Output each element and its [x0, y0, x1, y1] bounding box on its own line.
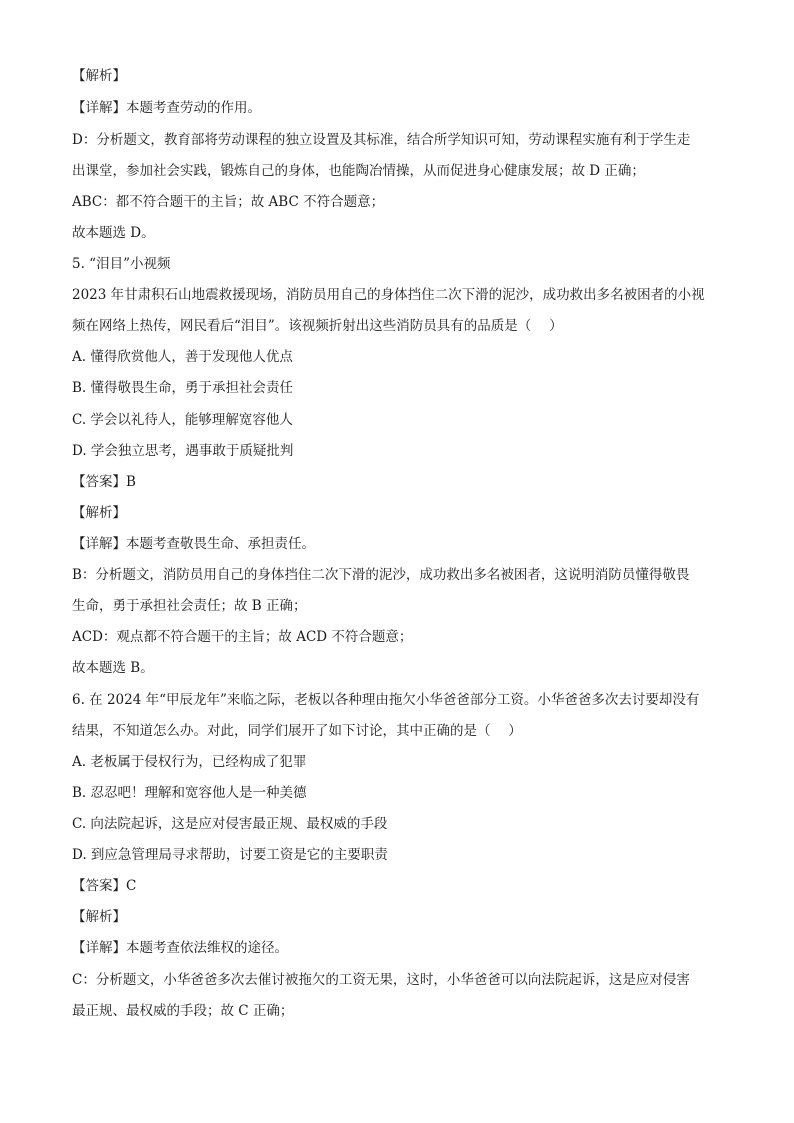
text-line: 频在网络上热传，网民看后“泪目”。该视频折射出这些消防员具有的品质是（ ）: [72, 318, 563, 334]
option-b: B. 懂得敬畏生命，勇于承担社会责任: [72, 380, 294, 396]
text-line: 故本题选 B。: [72, 660, 154, 676]
option-c: C. 向法院起诉，这是应对侵害最正规、最权威的手段: [72, 816, 388, 832]
answer-line: 【答案】B: [72, 474, 136, 490]
option-b: B. 忍忍吧！理解和宽容他人是一种美德: [72, 785, 307, 801]
option-d: D. 学会独立思考，遇事敢于质疑批判: [72, 443, 294, 459]
text-line: ACD：观点都不符合题干的主旨；故 ACD 不符合题意；: [72, 629, 413, 645]
text-line: C：分析题文，小华爸爸多次去催讨被拖欠的工资无果，这时，小华爸爸可以向法院起诉，这是应对侵害: [72, 972, 690, 988]
text-line: 【解析】: [72, 505, 126, 521]
option-d: D. 到应急管理局寻求帮助，讨要工资是它的主要职责: [72, 847, 388, 863]
text-line: 最正规、最权威的手段；故 C 正确；: [72, 1003, 294, 1019]
option-c: C. 学会以礼待人，能够理解宽容他人: [72, 412, 293, 428]
question-title: 5. “泪目”小视频: [72, 256, 171, 272]
text-line: 2023 年甘肃积石山地震救援现场，消防员用自己的身体挡住二次下滑的泥沙，成功救出多名被困者的小视: [72, 287, 705, 303]
text-line: 【详解】本题考查劳动的作用。: [72, 100, 261, 116]
text-line: 故本题选 D。: [72, 225, 155, 241]
text-line: 【解析】: [72, 909, 126, 925]
text-line: ABC：都不符合题干的主旨；故 ABC 不符合题意；: [72, 194, 385, 210]
option-a: A. 懂得欣赏他人，善于发现他人优点: [72, 349, 293, 365]
question-title: 6. 在 2024 年“甲辰龙年”来临之际，老板以各种理由拖欠小华爸爸部分工资。小华爸爸多次去讨要却没有: [72, 692, 700, 708]
text-line: B：分析题文，消防员用自己的身体挡住二次下滑的泥沙，成功救出多名被困者，这说明消防员懂得敬畏: [72, 567, 690, 583]
text-line: 结果，不知道怎么办。对此，同学们展开了如下讨论，其中正确的是（ ）: [72, 723, 522, 739]
text-line: 生命，勇于承担社会责任；故 B 正确；: [72, 598, 307, 614]
text-line: D：分析题文，教育部将劳动课程的独立设置及其标准，结合所学知识可知，劳动课程实施有利于学生走: [72, 132, 691, 148]
text-line: 【详解】本题考查敬畏生命、承担责任。: [72, 536, 315, 552]
text-line: 【解析】: [72, 68, 126, 84]
answer-line: 【答案】C: [72, 878, 137, 894]
text-line: 【详解】本题考查依法维权的途径。: [72, 940, 288, 956]
option-a: A. 老板属于侵权行为，已经构成了犯罪: [72, 754, 307, 770]
text-line: 出课堂，参加社会实践，锻炼自己的身体，也能陶冶情操，从而促进身心健康发展；故 D 正确；: [72, 163, 645, 179]
